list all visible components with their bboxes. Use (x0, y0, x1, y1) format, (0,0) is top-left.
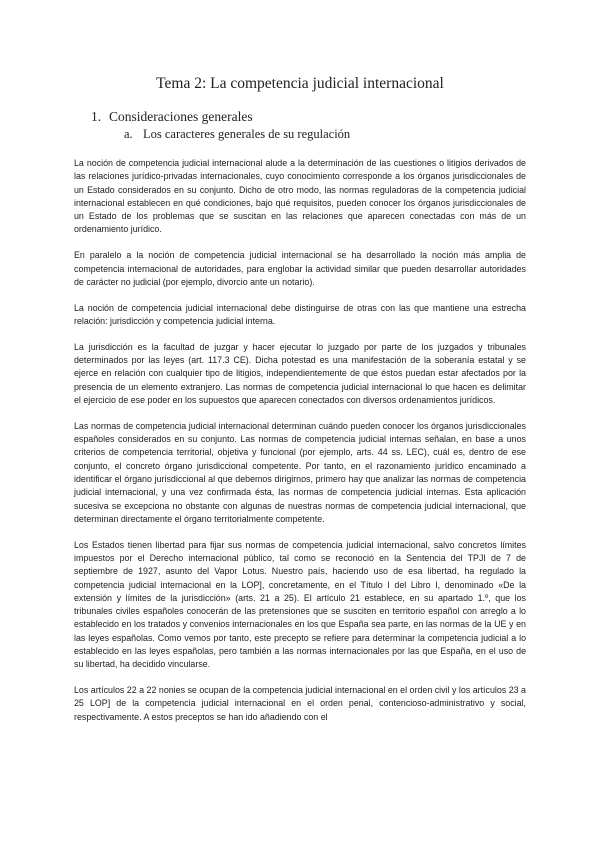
paragraph: La noción de competencia judicial internacional alude a la determinación de las cuestiones o litigios derivados de las relaciones jurídico-privadas internacionales, cuyo conocimiento corresponde a los órganos jurisdiccionales de un Estado considerados en su conjunto. Dicho de otro modo, las normas reguladoras de la competencia judicial internacional establecen en qué condiciones, bajo qué requisitos, pueden conocer los órganos jurisdiccionales de un Estado de los problemas que se suscitan en las relaciones que aparecen conectadas con más de un ordenamiento jurídico. (74, 158, 526, 235)
paragraph: En paralelo a la noción de competencia judicial internacional se ha desarrollado la noción más amplia de competencia internacional de autoridades, para englobar la actividad similar que pueden desarrollar autoridades de carácter no judicial (por ejemplo, divorcio ante un notario). (74, 250, 526, 287)
paragraph: Los Estados tienen libertad para fijar sus normas de competencia judicial internacional, salvo concretos límites impuestos por el Derecho internacional público, tal como se reconoció en la Sentencia del TPJI de 7 de septiembre de 1927, asunto del Vapor Lotus. Nuestro país, haciendo uso de esa libertad, ha regulado la competencia judicial internacional en la LOP], concretamente, en el Título I del Libro I, denominado «De la extensión y límites de la jurisdicción» (arts. 21 a 25). El artículo 21 establece, en su apartado 1.º, que los tribunales civiles españoles conocerán de las pretensiones que se susciten en territorio español con arreglo a lo establecido en los tratados y convenios internacionales en los que España sea parte, en las normas de la UE y en las leyes españolas. Como vemos por tanto, este precepto se refiere para determinar la competencia judicial a lo establecido en las leyes españolas, pero también a las normas internacionales por las que España, en el uso de su libertad, ha decidido vincularse. (74, 539, 526, 670)
body-text (74, 157, 526, 736)
section-title: Consideraciones generales (109, 109, 253, 124)
subsection-title: Los caracteres generales de su regulación (143, 127, 351, 141)
section-number: 1. (91, 109, 102, 124)
paragraph: La noción de competencia judicial internacional debe distinguirse de otras con las que mantiene una estrecha relación: jurisdicción y competencia judicial interna. (74, 302, 526, 326)
page-title: Tema 2: La competencia judicial internacional (156, 75, 444, 92)
paragraph: La jurisdicción es la facultad de juzgar y hacer ejecutar lo juzgado por parte de los juzgados y tribunales determinados por las leyes (art. 117.3 CE). Dicha potestad es una manifestación de la soberanía estatal y se ejerce en relación con cualquier tipo de litigios, independientemente de que éstos puedan estar afectados por la presencia de un elemento extranjero. Las normas de competencia judicial internacional lo que hacen es delimitar el ejercicio de ese poder en los supuestos que aparecen conectados con diversos ordenamientos jurídicos. (74, 341, 526, 405)
paragraph: Los artículos 22 a 22 nonies se ocupan de la competencia judicial internacional en el orden civil y los artículos 23 a 25 LOP] de la competencia judicial internacional en el orden penal, contencioso-administrativo y social, respectivamente. A estos preceptos se han ido añadiendo con el (74, 685, 526, 722)
subsection-heading (124, 127, 350, 142)
paragraph: Las normas de competencia judicial internacional determinan cuándo pueden conocer los órganos jurisdiccionales españoles considerados en su conjunto. Las normas de competencia judicial internas señalan, en base a unos criterios de competencia territorial, objetiva y funcional (por ejemplo, arts. 44 ss. LEC), cuál es, dentro de ese conjunto, el concreto órgano jurisdiccional competente. Por tanto, en el razonamiento jurídico encaminado a identificar el órgano jurisdiccional al que debemos dirigirnos, primero hay que analizar las normas de competencia judicial internacional, y una vez confirmada ésta, las normas de competencia judicial internas. Esta aplicación sucesiva se excepciona no obstante con algunas de nuestras normas de competencia judicial internacional, que determinan directamente el órgano territorialmente competente. (74, 420, 526, 524)
subsection-number: a. (124, 127, 133, 141)
section-heading (91, 109, 253, 125)
